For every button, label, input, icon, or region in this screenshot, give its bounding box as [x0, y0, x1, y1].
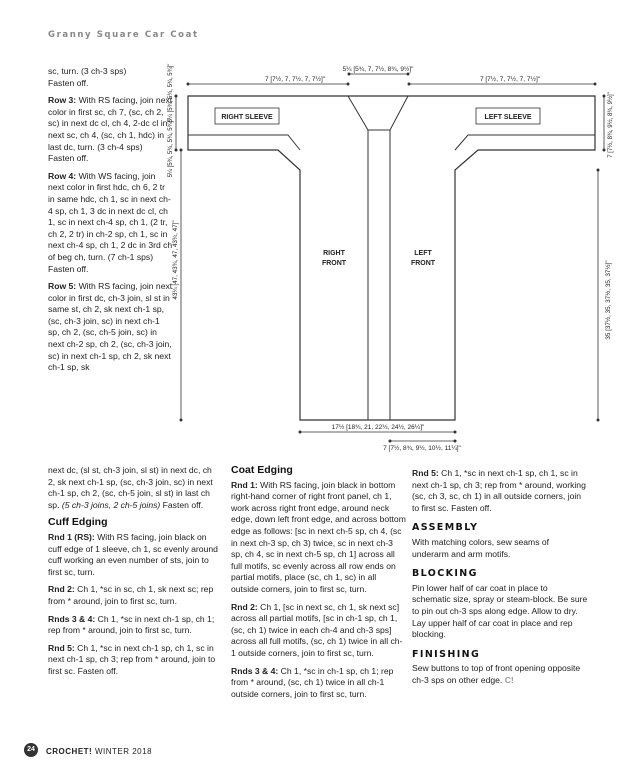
right-side-long-dim: 35 [37½, 35, 37½, 35, 37½]": [605, 260, 612, 340]
right-column: [412, 468, 588, 693]
cuff-rnd34: Rnds 3 & 4: Ch 1, *sc in next ch-1 sp, ch 1; rep from * around, join to first sc, turn.: [48, 613, 215, 636]
left-side-long-dim: 43¼ [47, 43¾, 47, 43¾, 47]": [172, 220, 179, 300]
page-number: 24: [24, 743, 38, 757]
left-sleeve-inner: [455, 135, 595, 150]
right-sleeve-label: RIGHT SLEEVE: [221, 114, 273, 121]
end-mark: C!: [504, 674, 514, 685]
assembly-title: ASSEMBLY: [412, 522, 479, 534]
bottom-sub-dim: 7 [7½, 8¾, 9½, 10½, 11¼]": [383, 445, 461, 452]
finishing-title: FINISHING: [412, 648, 481, 660]
right-top-dim: 7 [7½, 7, 7½, 7, 7½]": [479, 76, 541, 83]
row3: Row 3: With RS facing, join next color in first sc, ch 7, (sc, ch 2, sc) in next dc cl, ch 4, 2-dc cl in next sc, ch 4, (sc, ch 1, hdc) in last dc, turn. (3 ch-4 sps) Fasten off.: [48, 95, 173, 164]
running-head: Granny Square Car Coat: [48, 30, 199, 40]
cuff-edging-title: Cuff Edging: [48, 516, 108, 529]
middle-column: [231, 465, 406, 706]
blocking-text: Pin lower half of car coat in place to schematic size, spray or steam-block. Be sure to pin out ch-3 sps along edge. Allow to dry. Lay upper half of car coat in place and rep blocking.: [412, 582, 588, 640]
assembly-text: With matching colors, sew seams of underarm and arm motifs.: [412, 536, 550, 559]
left-side-mid-dim: 5¼ [5¾, 5¾, 5¾, 5¾]": [168, 63, 174, 123]
coat-rnd5: Rnd 5: Ch 1, *sc in next ch-1 sp, ch 1, sc in next ch-1 sp, ch 3; rep from * around, working (sc, ch 3, sc, ch 1) in all outside corners, join to first sc. Fasten off.: [412, 468, 586, 513]
left-sleeve-label: LEFT SLEEVE: [484, 114, 532, 121]
row5-continued: next dc, (sl st, ch-3 join, sl st) in next dc, ch 2, sk next ch-1 sp, (sc, ch-3 join, sc) in next ch-1 sp, ch 2, (sc, ch-5 join, sl st) in last ch sp. (5 ch-3 joins, 2 ch-5 joins) Fasten off.: [48, 465, 213, 510]
blocking-title: BLOCKING: [412, 568, 478, 580]
bottom-dim: 17½ [18¾, 21, 22½, 24½, 26¼]": [331, 424, 425, 431]
coat-edging-title: Coat Edging: [231, 464, 293, 476]
left-front-label-1: LEFT: [414, 250, 432, 257]
left-front-label-2: FRONT: [410, 260, 436, 267]
neck-left: [348, 96, 368, 420]
right-front-label-1: RIGHT: [323, 250, 345, 257]
cuff-rnd5: Rnd 5: Ch 1, *sc in next ch-1 sp, ch 1, sc in next ch-1 sp, ch 3; rep from * around, join to first sc. Fasten off.: [48, 642, 216, 676]
left-wide-column: [48, 465, 220, 684]
neck-right: [390, 96, 408, 420]
magazine-name: CROCHET!: [46, 747, 93, 756]
cuff-rnd1: Rnd 1 (RS): With RS facing, join black on cuff edge of 1 sleeve, ch 1, sc evenly around cuff working an even number of sts, join to first sc, turn.: [48, 531, 218, 577]
coat-rnd2: Rnd 2: Ch 1, [sc in next sc, ch 1, sk next sc] across all partial motifs, [sc in ch-1 sp, ch 1, (sc, ch 1) twice in each ch-4 and ch-3 sps] across all full motifs, (sc, ch 1) twice in all ch-1 outside corners, join to first sc, turn.: [231, 601, 403, 658]
row4: Row 4: With WS facing, join next color in first hdc, ch 6, 2 tr in same hdc, ch 1, sc in next ch-4 sp, ch 1, 3 dc in next dc cl, ch 1, sc in next ch-4 sp, ch 1, (2 tr, ch 2, 2 tr) in ch-2 sp, ch 1, sc in next ch-4 sp, ch 1, 2 dc in 3rd ch of beg ch, turn. (7 ch-1 sps) Fasten off.: [48, 170, 173, 274]
right-sleeve-inner: [188, 135, 300, 150]
coat-rnd34: Rnds 3 & 4: Ch 1, *sc in ch-1 sp, ch 1; rep from * around, (sc, ch 1) twice in all ch-1 outside corners, join to first sc, turn.: [231, 665, 394, 699]
left-side-small-dim: 5¼ [5¾, 5¾, 5¾, 5¾]": [168, 118, 174, 178]
row5: Row 5: With RS facing, join next color in first dc, ch-3 join, sl st in same st, ch 2, sk next ch-1 sp, (sc, ch-3 join, sc) in next ch-1 sp, ch 2, (sc, ch-5 join, sc) in next ch-2 sp, ch 2, (sc, ch-3 join, sc) in next ch-1 sp, ch 2, sk next ch-1 sp, sk: [48, 281, 173, 373]
finishing-paragraph: Sew buttons to top of front opening opposite ch-3 sps on other edge. C!: [412, 663, 581, 685]
issue-name: WINTER 2018: [94, 747, 153, 756]
cuff-rnd2: Rnd 2: Ch 1, *sc in sc, ch 1, sk next sc; rep from * around, join to first sc, turn.: [48, 584, 214, 606]
row2-end: sc, turn. (3 ch-3 sps) Fasten off.: [48, 66, 127, 88]
top-dim: 5¼ [5¾, 7, 7½, 8¾, 9½]": [342, 66, 414, 73]
left-top-dim: 7 [7½, 7, 7½, 7, 7½]": [264, 76, 326, 83]
footer-text: [46, 747, 152, 756]
left-column: [48, 63, 174, 380]
right-front-label-2: FRONT: [321, 260, 347, 267]
coat-outline: [188, 96, 595, 420]
right-side-small-dim: 7 [7½, 8¾, 9½, 8¾, 9½]": [608, 92, 614, 158]
coat-rnd1: Rnd 1: With RS facing, join black in bottom right-hand corner of right front panel, ch 1, work across right front edge, around neck edge, down left front edge, and across bottom edge as follows: [sc in next ch-5 sp, ch 4, (sc in next ch-3 sp, ch 3) twice, sc in next ch-3 sp, ch 4, sc in next ch-5 sp, ch 1] across all full motifs, sc evenly across all row ends on partial motifs, place (sc, ch 1, sc) in all outside corners, join to first sc, turn.: [231, 479, 406, 594]
